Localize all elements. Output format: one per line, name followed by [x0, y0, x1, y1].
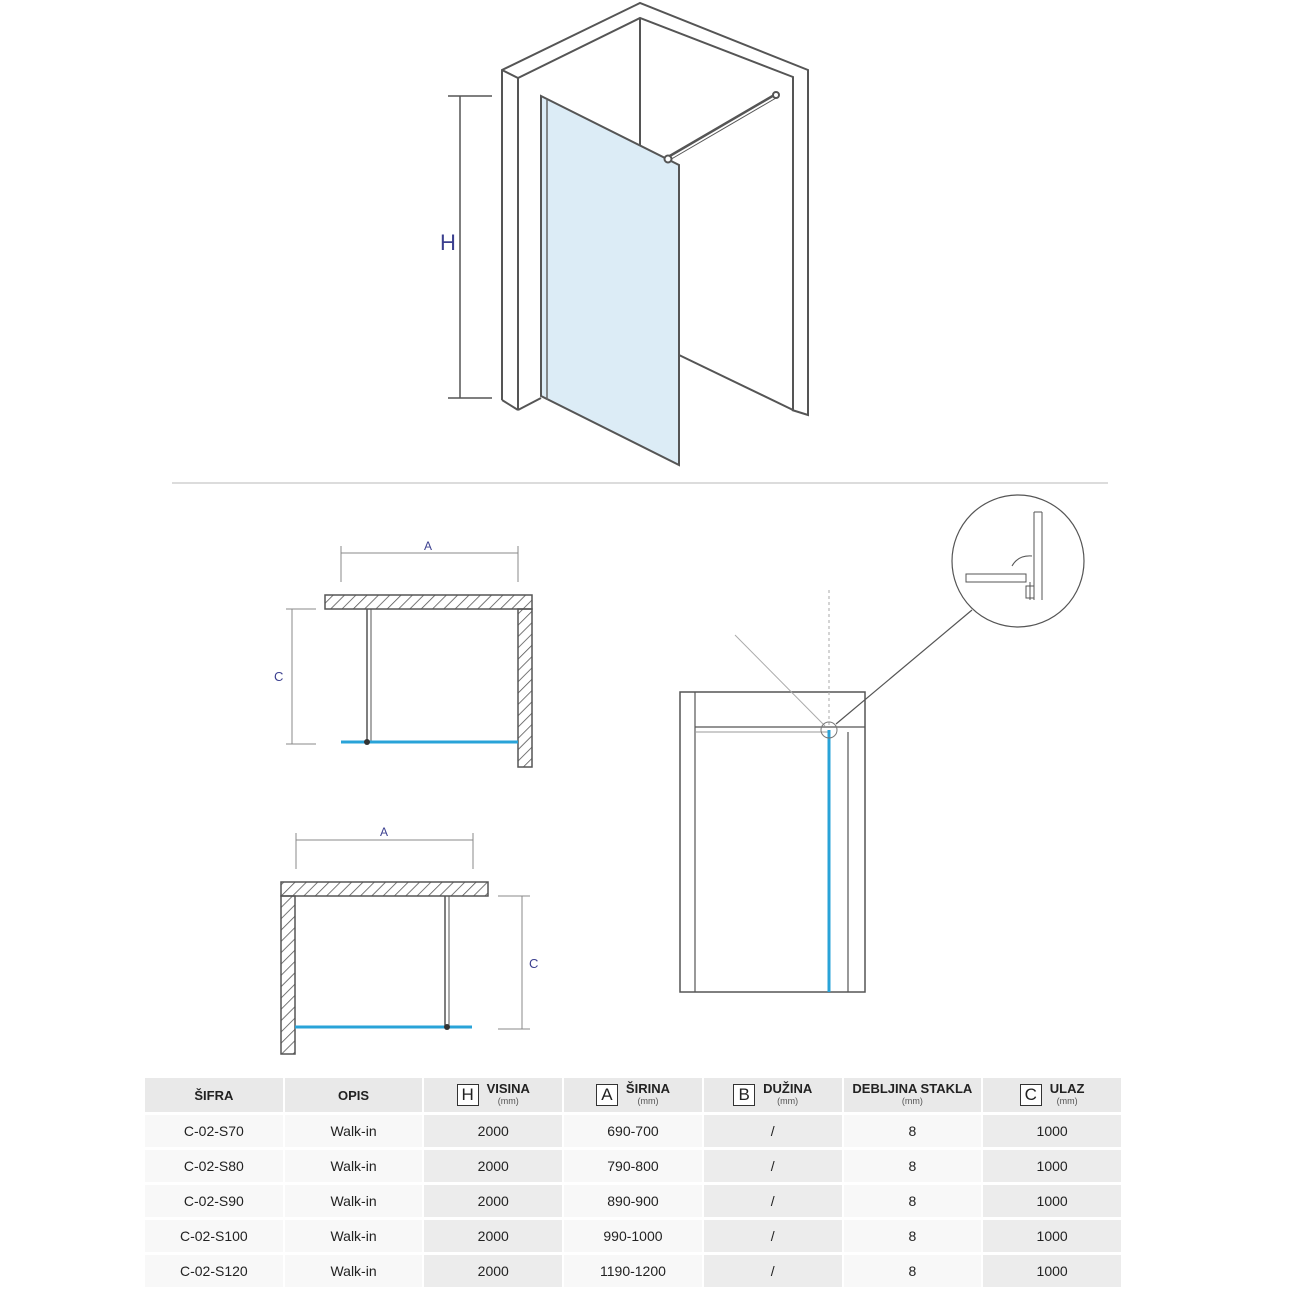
cell-ulaz: 1000: [983, 1252, 1121, 1287]
cell-debljina: 8: [844, 1182, 982, 1217]
table-row: [145, 1112, 1121, 1147]
cell-debljina: 8: [844, 1252, 982, 1287]
entry-label-2: C: [529, 956, 539, 971]
cell-sifra: C-02-S90: [145, 1182, 283, 1217]
cell-sifra: C-02-S120: [145, 1252, 283, 1287]
cell-sirina: 890-900: [564, 1182, 702, 1217]
cell-opis: Walk-in: [285, 1217, 423, 1252]
cell-debljina: 8: [844, 1217, 982, 1252]
header-duzina: B DUŽINA (mm): [704, 1078, 842, 1112]
cell-visina: 2000: [424, 1112, 562, 1147]
cell-ulaz: 1000: [983, 1147, 1121, 1182]
width-letter-icon: A: [596, 1084, 618, 1106]
cell-visina: 2000: [424, 1182, 562, 1217]
height-letter-icon: H: [457, 1084, 479, 1106]
header-debljina: DEBLJINA STAKLA (mm): [844, 1078, 982, 1112]
cell-ulaz: 1000: [983, 1182, 1121, 1217]
cell-ulaz: 1000: [983, 1112, 1121, 1147]
front-elevation: [680, 495, 1084, 992]
cell-opis: Walk-in: [285, 1182, 423, 1217]
cell-sirina: 690-700: [564, 1112, 702, 1147]
header-sifra: ŠIFRA: [145, 1078, 283, 1112]
perspective-view: [502, 3, 808, 465]
cell-opis: Walk-in: [285, 1112, 423, 1147]
table-row: [145, 1147, 1121, 1182]
entry-letter-icon: C: [1020, 1084, 1042, 1106]
cell-visina: 2000: [424, 1252, 562, 1287]
length-letter-icon: B: [733, 1084, 755, 1106]
cell-visina: 2000: [424, 1217, 562, 1252]
specification-table: [143, 1078, 1123, 1287]
glass-panel: [541, 96, 679, 465]
table-row: [145, 1217, 1121, 1252]
height-label: H: [440, 230, 456, 255]
table-row: [145, 1252, 1121, 1287]
header-sirina: A ŠIRINA (mm): [564, 1078, 702, 1112]
stabilizer-bar: [668, 94, 776, 157]
cell-duzina: /: [704, 1182, 842, 1217]
cell-sirina: 990-1000: [564, 1217, 702, 1252]
cell-visina: 2000: [424, 1147, 562, 1182]
cell-sifra: C-02-S70: [145, 1112, 283, 1147]
width-label-1: A: [424, 539, 433, 553]
plan-view-left-wall: [281, 833, 530, 1054]
header-ulaz: C ULAZ (mm): [983, 1078, 1121, 1112]
cell-sirina: 790-800: [564, 1147, 702, 1182]
table-header-row: [145, 1078, 1121, 1112]
header-opis: OPIS: [285, 1078, 423, 1112]
cell-duzina: /: [704, 1217, 842, 1252]
width-label-2: A: [380, 825, 389, 839]
cell-debljina: 8: [844, 1112, 982, 1147]
cell-duzina: /: [704, 1112, 842, 1147]
cell-sifra: C-02-S80: [145, 1147, 283, 1182]
header-visina: H VISINA (mm): [424, 1078, 562, 1112]
cell-opis: Walk-in: [285, 1147, 423, 1182]
plan-view-right-wall: [286, 546, 532, 767]
cell-duzina: /: [704, 1147, 842, 1182]
detail-magnifier: [952, 495, 1084, 627]
cell-sirina: 1190-1200: [564, 1252, 702, 1287]
cell-opis: Walk-in: [285, 1252, 423, 1287]
cell-duzina: /: [704, 1252, 842, 1287]
cell-ulaz: 1000: [983, 1217, 1121, 1252]
entry-label-1: C: [274, 669, 284, 684]
table-row: [145, 1182, 1121, 1217]
cell-sifra: C-02-S100: [145, 1217, 283, 1252]
cell-debljina: 8: [844, 1147, 982, 1182]
